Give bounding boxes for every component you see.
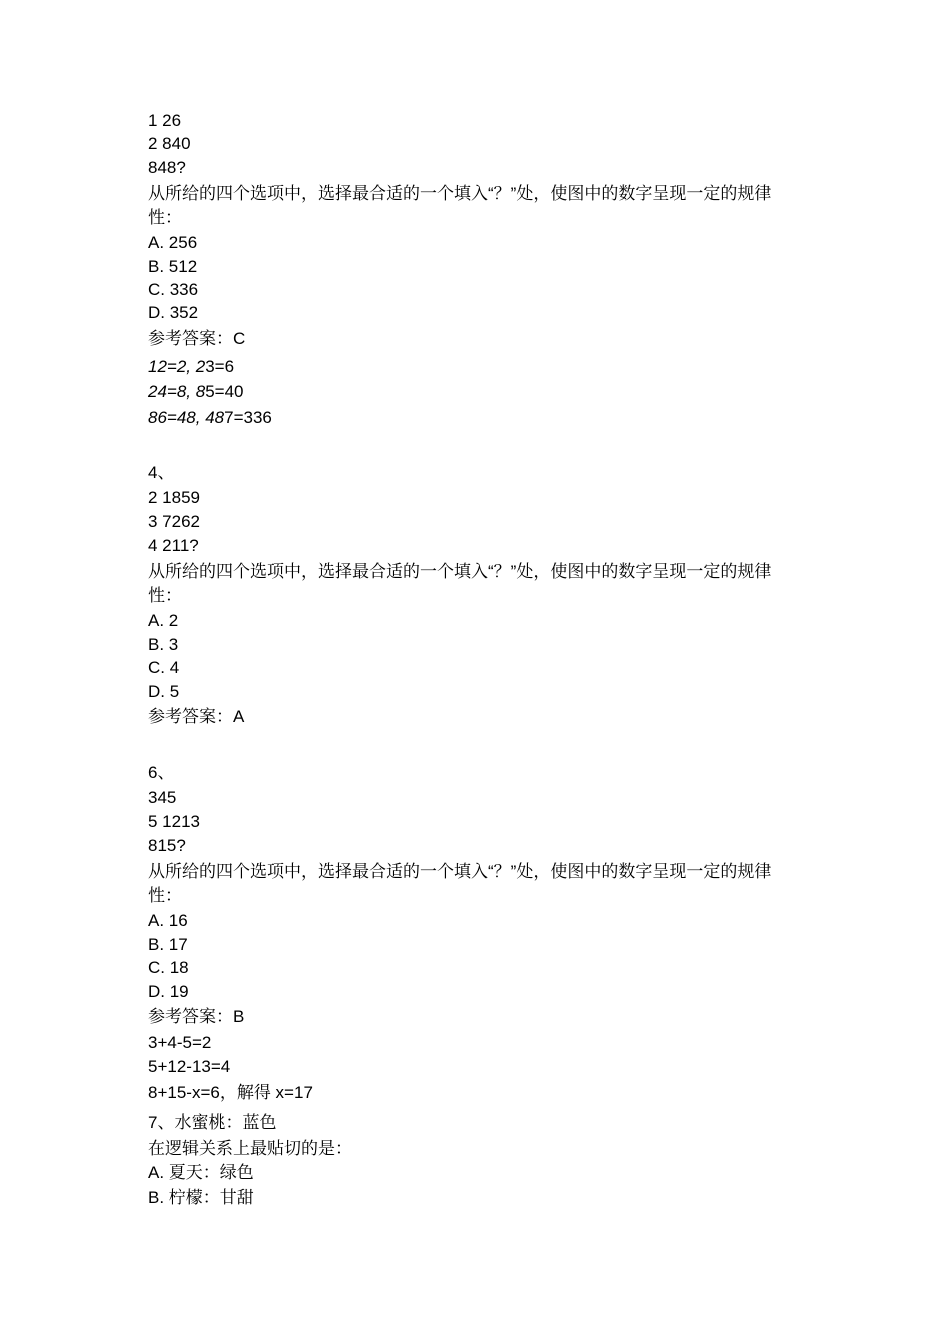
q3-explain-line-2: [148, 381, 244, 403]
q3-grid-row-2: 2 840: [148, 134, 191, 153]
q4-number: 4、: [148, 463, 175, 482]
q6-explain-line-3: 8+15-x=6，解得 x=17: [148, 1083, 313, 1102]
q3-question-line-2: 性：: [148, 208, 182, 227]
q3-option-d: D. 352: [148, 303, 199, 322]
q3-grid-row-1: 1 26: [148, 111, 182, 130]
q6-grid-row-1: 345: [148, 788, 177, 807]
q4-question-line-2: 性：: [148, 586, 182, 605]
q7-option-a: A. 夏天：绿色: [148, 1163, 254, 1182]
q6-question-line-1: 从所给的四个选项中，选择最合适的一个填入“？”处，使图中的数字呈现一定的规律: [148, 862, 772, 881]
q3-grid-row-3: 848?: [148, 158, 186, 177]
q3-explain-line-1: [148, 356, 234, 378]
q6-grid-row-2: 5 1213: [148, 812, 200, 831]
q4-answer: 参考答案：A: [148, 707, 245, 726]
q3-option-c: C. 336: [148, 280, 199, 299]
q4-grid-row-1: 2 1859: [148, 488, 200, 507]
q3-option-a: A. 256: [148, 233, 198, 252]
q6-answer: 参考答案：B: [148, 1007, 245, 1026]
q6-explain-line-1: 3+4-5=2: [148, 1033, 212, 1052]
q4-option-c: C. 4: [148, 658, 180, 677]
q4-grid-row-2: 3 7262: [148, 512, 200, 531]
q6-option-b: B. 17: [148, 935, 188, 954]
q6-explain-line-2: 5+12-13=4: [148, 1057, 231, 1076]
q6-number: 6、: [148, 763, 175, 782]
q3-question-line-1: 从所给的四个选项中，选择最合适的一个填入“？”处，使图中的数字呈现一定的规律: [148, 184, 772, 203]
q6-option-c: C. 18: [148, 958, 189, 977]
q6-grid-row-3: 815?: [148, 836, 186, 855]
q6-option-a: A. 16: [148, 911, 188, 930]
q7-question: 在逻辑关系上最贴切的是：: [148, 1139, 352, 1158]
q3-explain-3-italic: 86=48, 48: [148, 408, 225, 427]
q7-option-b: B. 柠檬：甘甜: [148, 1188, 254, 1207]
q6-question-line-2: 性：: [148, 886, 182, 905]
q4-grid-row-3: 4 211?: [148, 536, 199, 555]
q4-question-line-1: 从所给的四个选项中，选择最合适的一个填入“？”处，使图中的数字呈现一定的规律: [148, 562, 772, 581]
q4-option-a: A. 2: [148, 611, 179, 630]
q7-stem: 7、水蜜桃：蓝色: [148, 1113, 277, 1132]
q4-option-b: B. 3: [148, 635, 179, 654]
q3-answer: 参考答案：C: [148, 329, 246, 348]
q6-option-d: D. 19: [148, 982, 189, 1001]
q3-explain-1-rest: 3=6: [205, 357, 235, 376]
q3-explain-2-italic: 24=8, 8: [148, 382, 206, 401]
q3-explain-2-rest: 5=40: [205, 382, 244, 401]
q3-explain-1-italic: 12=2, 2: [148, 357, 206, 376]
q3-explain-line-3: [148, 407, 272, 429]
q3-explain-3-rest: 7=336: [224, 408, 272, 427]
q4-option-d: D. 5: [148, 682, 180, 701]
q3-option-b: B. 512: [148, 257, 198, 276]
